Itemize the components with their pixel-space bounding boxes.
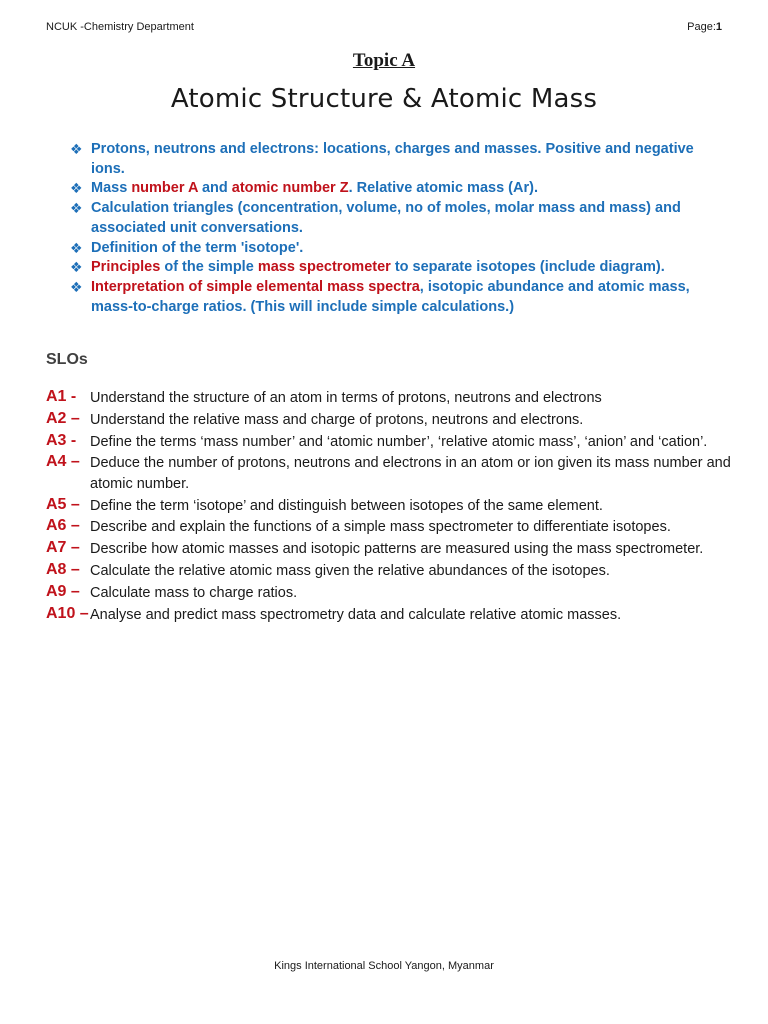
slo-item	[46, 517, 736, 538]
topic-text-segment: atomic number Z	[231, 180, 349, 197]
slo-separator: –	[66, 453, 80, 471]
slo-code-label: A4	[46, 453, 67, 471]
slo-code-label: A10	[46, 604, 76, 622]
page-indicator	[687, 21, 722, 33]
slo-item	[46, 388, 736, 409]
diamond-bullet-icon: ❖	[70, 141, 83, 157]
slo-item	[46, 539, 736, 560]
topic-text-segment: number A	[131, 180, 198, 197]
slo-code-label: A8	[46, 561, 67, 579]
slos-heading: SLOs	[46, 351, 88, 368]
slo-text: Describe how atomic masses and isotopic patterns are measured using the mass spectrometer.	[90, 541, 704, 558]
topic-text-segment: to separate isotopes (include diagram).	[390, 259, 665, 276]
slo-text: Understand the relative mass and charge of protons, neutrons and electrons.	[90, 411, 584, 428]
page-number: 1	[715, 21, 722, 33]
slo-code	[46, 560, 80, 581]
slo-text: Analyse and predict mass spectrometry data and calculate relative atomic masses.	[90, 606, 622, 623]
slo-separator: -	[66, 388, 77, 405]
topic-item	[68, 239, 728, 259]
slo-code	[46, 409, 80, 430]
topic-text-segment: Definition of the term 'isotope'.	[91, 239, 304, 256]
slo-item	[46, 583, 736, 604]
topic-heading: Topic A	[352, 50, 416, 71]
slo-separator: –	[66, 517, 80, 535]
slo-item	[46, 496, 736, 517]
slo-code	[46, 431, 76, 452]
topic-item	[68, 179, 728, 199]
topic-item	[68, 199, 728, 238]
page-label: Page:	[687, 21, 716, 33]
slo-code-label: A5	[46, 495, 67, 513]
diamond-bullet-icon: ❖	[70, 180, 83, 197]
page-title: Atomic Structure & Atomic Mass	[170, 84, 598, 114]
slo-text: Calculate mass to charge ratios.	[90, 584, 298, 601]
slo-item	[46, 432, 736, 453]
topic-text-segment: Protons, neutrons and electrons: locations, charges and masses. Positive and negative ions.	[91, 141, 694, 177]
topic-item	[68, 140, 728, 179]
topic-text-segment: Principles	[91, 259, 161, 276]
slo-code	[46, 604, 89, 625]
topic-item	[68, 258, 728, 278]
topic-text-segment: and	[197, 180, 232, 197]
slo-separator: -	[66, 431, 77, 449]
topic-text-segment: Calculation triangles (concentration, volume, no of moles, molar mass and mass) and associated unit conversations.	[91, 200, 681, 236]
slo-list	[46, 388, 736, 626]
slo-code-label: A3	[46, 431, 67, 449]
slo-code	[46, 516, 80, 537]
slo-text: Deduce the number of protons, neutrons and electrons in an atom or ion given its mass number and atomic number.	[90, 455, 731, 492]
slo-text: Define the term ‘isotope’ and distinguish between isotopes of the same element.	[90, 497, 603, 514]
slo-code	[46, 538, 80, 559]
slo-code	[46, 452, 80, 473]
department-label: NCUK -Chemistry Department	[46, 21, 194, 33]
slo-separator: –	[66, 495, 80, 513]
slo-separator: –	[75, 604, 89, 622]
topic-text-segment: . Relative atomic mass (Ar).	[348, 180, 538, 197]
topic-text-segment: Mass	[91, 180, 132, 197]
page-footer: Kings International School Yangon, Myanmar	[274, 960, 494, 972]
diamond-bullet-icon: ❖	[70, 239, 83, 256]
slo-separator: –	[66, 409, 80, 427]
slo-text: Understand the structure of an atom in terms of protons, neutrons and electrons	[90, 390, 602, 406]
slo-code-label: A9	[46, 582, 67, 600]
slo-text: Define the terms ‘mass number’ and ‘atomic number’, ‘relative atomic mass’, ‘anion’ and ‘cation’.	[90, 433, 708, 450]
slo-text: Describe and explain the functions of a simple mass spectrometer to differentiate isotopes.	[90, 519, 671, 536]
slo-code	[46, 387, 76, 408]
topic-text-segment: of the simple	[160, 259, 258, 276]
diamond-bullet-icon: ❖	[70, 259, 83, 276]
page-header	[46, 21, 722, 37]
slo-item	[46, 410, 736, 431]
topic-item	[68, 278, 728, 317]
slo-code-label: A1	[46, 388, 67, 405]
slo-text: Calculate the relative atomic mass given the relative abundances of the isotopes.	[90, 563, 610, 580]
topic-text-segment: Interpretation of simple elemental mass spectra	[91, 278, 420, 295]
slo-code	[46, 582, 80, 603]
diamond-bullet-icon: ❖	[70, 200, 83, 217]
slo-separator: –	[66, 561, 80, 579]
slo-code-label: A6	[46, 517, 67, 535]
topic-list	[68, 140, 728, 317]
slo-code	[46, 495, 80, 516]
slo-item	[46, 453, 736, 494]
topic-text-segment: , isotopic abundance and atomic mass, mass-to-charge ratios. (This will include simple calculations.)	[91, 278, 690, 315]
slo-separator: –	[66, 582, 80, 600]
slo-separator: –	[66, 539, 80, 557]
slo-code-label: A2	[46, 409, 67, 427]
diamond-bullet-icon: ❖	[70, 278, 83, 295]
topic-text-segment: mass spectrometer	[257, 259, 391, 276]
slo-item	[46, 605, 736, 626]
slo-item	[46, 561, 736, 582]
slo-code-label: A7	[46, 539, 67, 557]
